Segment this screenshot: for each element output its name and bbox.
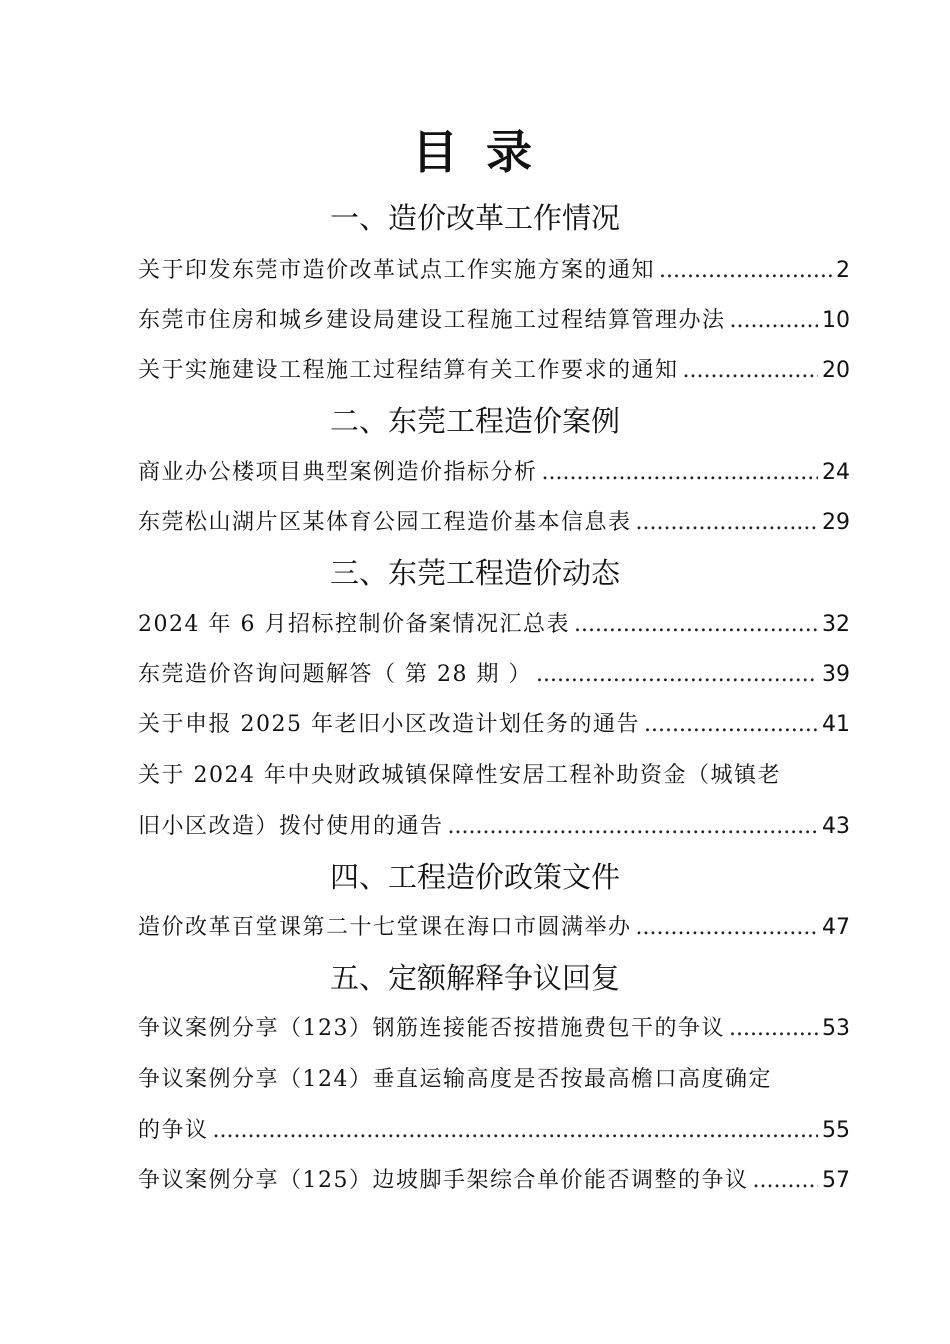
toc-entry[interactable] <box>138 256 850 286</box>
dot-leader <box>753 1166 819 1196</box>
dot-leader <box>683 356 818 386</box>
toc-entry-page: 20 <box>822 358 850 383</box>
toc-entry-page: 43 <box>822 814 850 839</box>
dot-leader <box>636 913 818 943</box>
toc-entry[interactable] <box>138 356 850 386</box>
toc-entry-title: 东莞松山湖片区某体育公园工程造价基本信息表 <box>138 510 632 535</box>
toc-entry[interactable] <box>138 710 850 740</box>
toc-entry-page: 2 <box>836 258 850 283</box>
toc-entry-page: 57 <box>822 1168 850 1193</box>
section-heading-1: 一、造价改革工作情况 <box>329 201 620 235</box>
toc-entry-title: 关于实施建设工程施工过程结算有关工作要求的通知 <box>138 358 679 383</box>
toc-entry-title: 关于申报 2025 年老旧小区改造计划任务的通告 <box>138 712 640 737</box>
section-heading-4: 四、工程造价政策文件 <box>329 860 620 894</box>
toc-entry-title: 造价改革百堂课第二十七堂课在海口市圆满举办 <box>138 915 632 940</box>
toc-entry-title-line1[interactable]: 关于 2024 年中央财政城镇保障性安居工程补助资金（城镇老 <box>138 763 781 788</box>
toc-entry-title-line1[interactable]: 争议案例分享（124）垂直运输高度是否按最高檐口高度确定 <box>138 1067 772 1092</box>
dot-leader <box>213 1116 818 1146</box>
page-title: 目 录 <box>411 125 538 179</box>
toc-entry-title: 的争议 <box>138 1118 209 1143</box>
toc-entry[interactable] <box>138 610 850 640</box>
toc-entry-page: 41 <box>822 712 850 737</box>
toc-entry[interactable] <box>138 458 850 488</box>
toc-entry-title: 关于印发东莞市造价改革试点工作实施方案的通知 <box>138 258 656 283</box>
toc-entry[interactable] <box>138 1116 850 1146</box>
toc-entry-page: 29 <box>822 510 850 535</box>
toc-entry-title: 东莞市住房和城乡建设局建设工程施工过程结算管理办法 <box>138 308 726 333</box>
toc-entry[interactable] <box>138 660 850 690</box>
toc-entry-page: 39 <box>822 662 850 687</box>
dot-leader <box>542 458 818 488</box>
dot-leader <box>574 610 818 640</box>
dot-leader <box>536 660 818 690</box>
toc-entry-title: 争议案例分享（125）边坡脚手架综合单价能否调整的争议 <box>138 1168 749 1193</box>
toc-entry-page: 47 <box>822 915 850 940</box>
dot-leader <box>730 306 818 336</box>
toc-entry-title: 争议案例分享（123）钢筋连接能否按措施费包干的争议 <box>138 1016 725 1041</box>
dot-leader <box>644 710 818 740</box>
toc-entry[interactable] <box>138 1166 850 1196</box>
toc-entry[interactable] <box>138 508 850 538</box>
toc-entry-page: 24 <box>822 460 850 485</box>
dot-leader <box>659 256 832 286</box>
section-heading-3: 三、东莞工程造价动态 <box>329 556 620 590</box>
toc-entry-page: 55 <box>822 1118 850 1143</box>
toc-entry-page: 10 <box>822 308 850 333</box>
toc-entry-title: 2024 年 6 月招标控制价备案情况汇总表 <box>138 612 570 637</box>
toc-entry-page: 32 <box>822 612 850 637</box>
toc-entry-title: 东莞造价咨询问题解答（ 第 28 期 ） <box>138 662 532 687</box>
dot-leader <box>636 508 818 538</box>
toc-entry-page: 53 <box>822 1016 850 1041</box>
dot-leader <box>448 812 818 842</box>
section-heading-5: 五、定额解释争议回复 <box>329 961 620 995</box>
dot-leader <box>729 1014 818 1044</box>
toc-entry-title: 旧小区改造）拨付使用的通告 <box>138 814 444 839</box>
section-heading-2: 二、东莞工程造价案例 <box>329 404 620 438</box>
toc-entry[interactable] <box>138 306 850 336</box>
toc-entry-title: 商业办公楼项目典型案例造价指标分析 <box>138 460 538 485</box>
toc-entry[interactable] <box>138 812 850 842</box>
toc-entry[interactable] <box>138 913 850 943</box>
toc-entry[interactable] <box>138 1014 850 1044</box>
